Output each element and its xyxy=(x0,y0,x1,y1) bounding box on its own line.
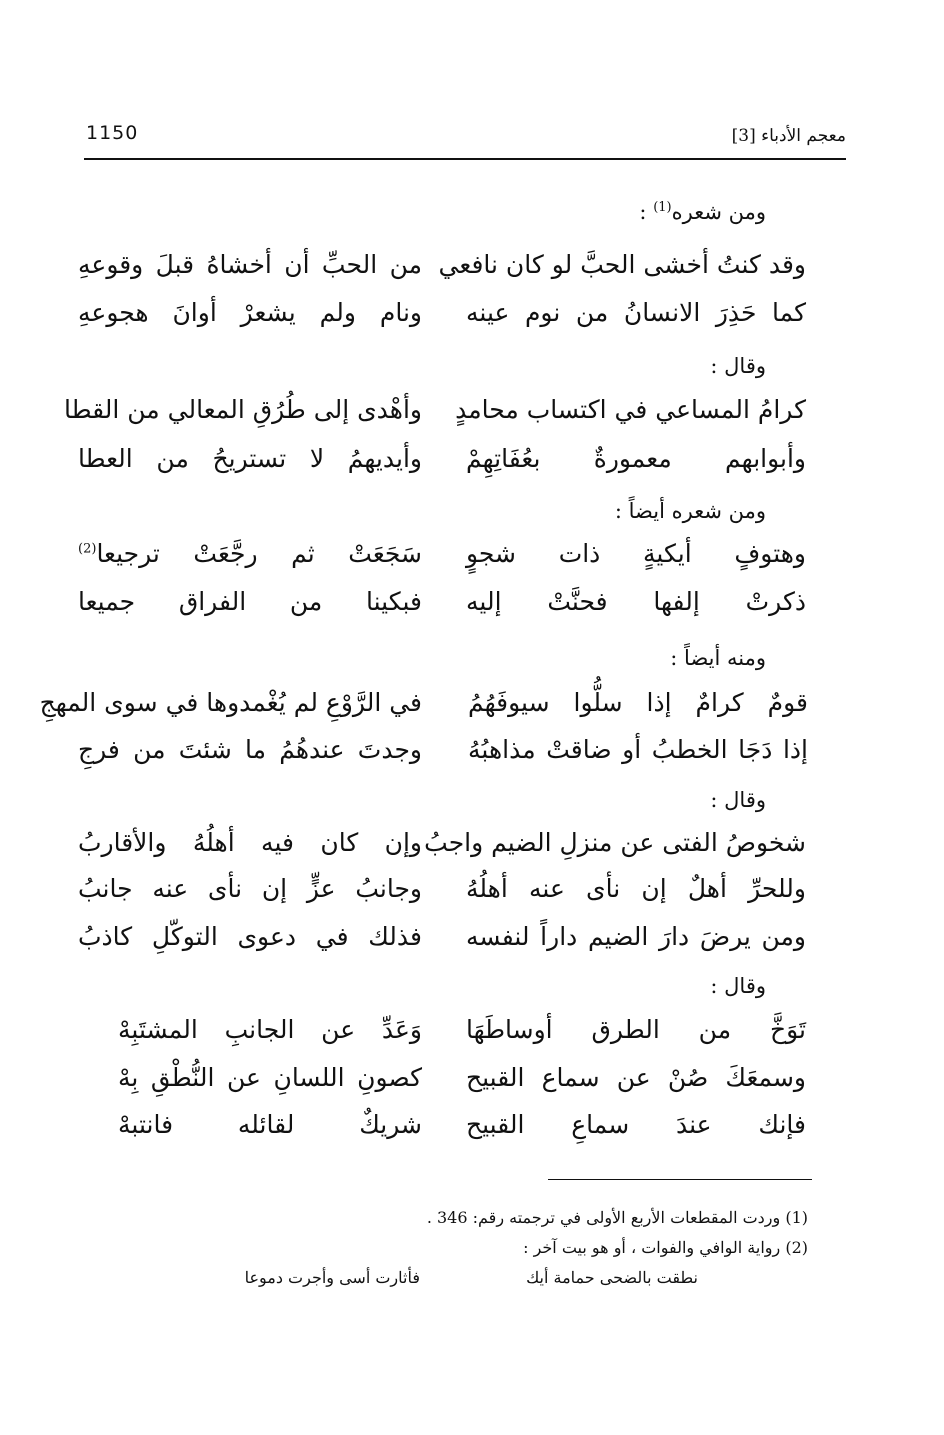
section-intro: وقال : xyxy=(710,354,766,378)
running-header-title: معجم الأدباء [3] xyxy=(731,126,846,146)
verse-hemistich-left: وَعَدِّ عن الجانبِ المشتَبِهْ xyxy=(118,1015,422,1044)
section-intro xyxy=(639,200,766,224)
intro-tail: : xyxy=(639,200,654,224)
verse-hemistich-left: شريكٌ لقائله فانتبهْ xyxy=(118,1110,422,1139)
section-intro: وقال : xyxy=(710,788,766,812)
verse-hemistich-left: وجدتَ عندهُمُ ما شئتَ من فرجِ xyxy=(78,735,422,764)
verse-hemistich-right: تَوَخَّ من الطرق أوساطَهَا xyxy=(466,1015,806,1044)
verse-hemistich-right: ذكرتْ إلفها فحنَّتْ إليه xyxy=(466,587,806,616)
page-number: 1150 xyxy=(86,122,139,144)
verse-hemistich-left: فذلك في دعوى التوكّلِ كاذبُ xyxy=(78,922,422,951)
verse-hemistich-right: وهتوفٍ أيكيةٍ ذات شجوٍ xyxy=(466,539,806,568)
footnote-1: (1) وردت المقطعات الأربع الأولى في ترجمته رقم: 346 . xyxy=(426,1208,808,1227)
verse-hemistich-right: وسمعَكَ صُنْ عن سماع القبيح xyxy=(466,1063,806,1092)
verse-hemistich-left: وأيديهمُ لا تستريحُ من العطا xyxy=(78,444,422,473)
verse-hemistich-right: فإنك عندَ سماعِ القبيح xyxy=(466,1110,806,1139)
verse-hemistich-right: كرامُ المساعي في اكتساب محامدٍ xyxy=(455,395,806,424)
section-intro: ومنه أيضاً : xyxy=(670,646,766,670)
verse-hemistich-right: وأبوابهم معمورةٌ بعُفَاتِهِمْ xyxy=(466,444,806,473)
header-rule xyxy=(84,158,846,160)
intro-text: ومن شعره xyxy=(671,200,766,224)
verse-hemistich-right: ومن يرضَ دارَ الضيم داراً لنفسه xyxy=(466,922,806,951)
footnote-ref: (1) xyxy=(653,200,672,215)
verse-hemistich-left: وجانبُ عزٍّ إن نأى عنه جانبُ xyxy=(78,874,422,903)
verse-hemistich-right: قومٌ كرامٌ إذا سلُّوا سيوفَهُمُ xyxy=(468,688,808,717)
section-intro: وقال : xyxy=(710,974,766,998)
verse-hemistich-left: فبكينا من الفراق جميعا xyxy=(78,587,422,616)
verse-hemistich-right: شخوصُ الفتى عن منزلِ الضيم واجبُ xyxy=(424,828,806,857)
verse-hemistich-left xyxy=(78,539,422,568)
verse-hemistich-left: ونام ولم يشعرْ أوانَ هجوعهِ xyxy=(78,298,422,327)
verse-hemistich-right: وقد كنتُ أخشى الحبَّ لو كان نافعي xyxy=(438,250,806,279)
verse-hemistich-right: وللحرِّ أهلٌ إن نأى عنه أهلُهُ xyxy=(466,874,806,903)
footnote-verse-left: فأثارت أسى وأجرت دموعا xyxy=(244,1268,420,1287)
verse-hemistich-left: في الرَّوْعِ لم يُغْمدوها في سوى المهجِ xyxy=(39,688,422,717)
footnote-rule xyxy=(548,1179,812,1180)
verse-hemistich-right: كما حَذِرَ الانسانُ من نوم عينه xyxy=(466,298,806,327)
verse-hemistich-left: وأهْدى إلى طُرُقِ المعالي من القطا xyxy=(63,395,422,424)
footnote-verse-right: نطقت بالضحى حمامة أيك xyxy=(526,1268,698,1287)
verse-text: سَجَعَتْ ثم رجَّعَتْ ترجيعا xyxy=(96,539,422,568)
verse-hemistich-left: من الحبِّ أن أخشاهُ قبلَ وقوعهِ xyxy=(78,250,422,279)
footnote-ref: (2) xyxy=(78,541,97,557)
verse-hemistich-right: إذا دَجَا الخطبُ أو ضاقتْ مذاهبُهُ xyxy=(468,735,808,764)
verse-hemistich-left: وإن كان فيه أهلُهُ والأقاربُ xyxy=(78,828,422,857)
section-intro: ومن شعره أيضاً : xyxy=(614,499,766,523)
verse-hemistich-left: كصونِ اللسانِ عن النُّطْقِ بِهْ xyxy=(118,1063,422,1092)
footnote-2: (2) رواية الوافي والفوات ، أو هو بيت آخر : xyxy=(523,1238,808,1257)
